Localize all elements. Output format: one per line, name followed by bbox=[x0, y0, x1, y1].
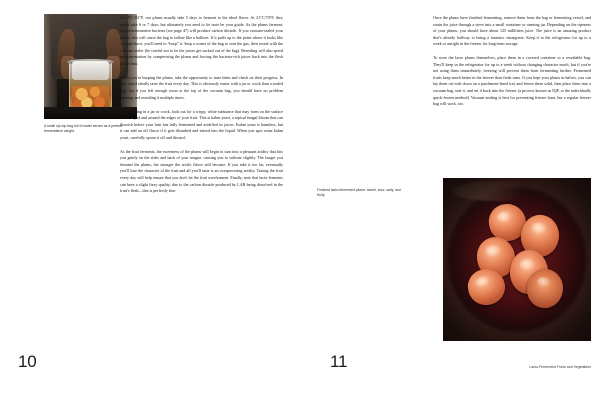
left-page-body-text bbox=[120, 15, 283, 195]
page-number-left: 10 bbox=[18, 352, 37, 371]
paragraph: To store the lacto plums themselves, place them in a covered container or a resealable bag. They'll keep in the refrigerator for up to a week without changing character much, but if you're not using them immediately, freezing will prevent them from fermenting further. Fermented fruits keep much better in the freezer than fresh ones. If you kept your plums in halves, you can lay them cut-side down on a parchment-lined tray and freeze them solid, then place them into a vacuum bag, seal it, and set it back into the freezer (a process known as IQF, or the individually quick-frozen method). Vacuum-sealing is best for preventing freezer burn, but a regular freezer bag will work, too. bbox=[433, 55, 591, 107]
fermented-plums-photo bbox=[443, 178, 591, 341]
page-number-right: 11 bbox=[330, 352, 348, 371]
figure-caption-right: Finished lacto-fermented plums: sweet, sour, salty, and fruity. bbox=[317, 188, 401, 197]
figure-caption-left: A small zip-top bag full of water serves as a perfect fermentation weight. bbox=[44, 124, 122, 133]
spread-gutter bbox=[292, 0, 308, 400]
paragraph: While you're burping the plums, take the opportunity to taste them and check on their progress. In fact, you'd ideally taste the fruit every day. This is obviously easier with a jar or crock than a sealed bag, but if you left enough room at the top of the vacuum bag, you should have no problem opening and resealing it multiple times. bbox=[120, 74, 283, 100]
paragraph: Once the plums have finished fermenting, remove them from the bag or fermenting vessel, and strain the juice through a sieve into a small container or canning jar. Depending on the ripeness of your plums, you should have about 125 milliliters juice. The juice is an amazing product that's already halfway to being a fantastic vinaigrette. Keep it in the refrigerator for up to a week or airtight in the freezer for long-term storage. bbox=[433, 15, 591, 47]
left-page bbox=[0, 0, 292, 400]
plums-photo-scene bbox=[443, 178, 591, 341]
right-page bbox=[308, 0, 600, 400]
bowl-rim-shape bbox=[443, 178, 591, 341]
right-page-body-text bbox=[433, 15, 591, 108]
figure-fermented-plums bbox=[443, 178, 591, 341]
paragraph: At 28°C/82°F, our plums usually take 5 days to ferment to the ideal flavor. At 21°C/70°F, they might take 6 or 7 days, but ultimately you need to let taste be your guide. As the plums ferment, heterofermentative bacteria (see page 47) will produce carbon dioxide. If you vacuum-sealed your plums, this will cause the bag to inflate like a balloon. If it puffs up to the point where it looks like it might burst, you'll need to “burp” it. Snip a corner of the bag to vent the gas, then reseal with the vacuum sealer (be careful not to let the juices get sucked out of the bag). Resealing will also speed up fermentation by compressing the plums and forcing the bacteria-rich juices back into the flesh of the fruit. bbox=[120, 15, 283, 66]
running-footer: Lacto-Fermented Fruits and Vegetables bbox=[529, 365, 591, 369]
paragraph: If fermenting in a jar or crock, look out for a wispy, white substance that may form on the surface of the liquid and around the edges of your fruit. This is kahm yeast, a topical fungal bloom that can flourish before your fruit has fully fermented and acidified its juices. Kahm yeast is harmless, but it can add an off flavor if it gets disturbed and mixed into the liquid. When you spot some kahm yeast, carefully spoon it off and discard. bbox=[120, 108, 283, 140]
paragraph: As the fruit ferments, the sweetness of the plums will begin to turn into a pleasant acidity that hits you gently on the sides and back of your tongue, causing you to salivate slightly. The longer you ferment the plums, the stronger the acidic flavor will become. If you take it too far, eventually you'll lose the character of the fruit and all you'll taste is an overpowering acidity. Tasting the fruit every day will help ensure that you don't let the fruit overferment. Finally, note that lacto-ferments can have a slight fizzy quality, due to the carbon dioxide produced by LAB being dissolved in the fruit's flesh—this is perfectly fine. bbox=[120, 148, 283, 194]
water-bag-weight-shape bbox=[72, 61, 110, 80]
